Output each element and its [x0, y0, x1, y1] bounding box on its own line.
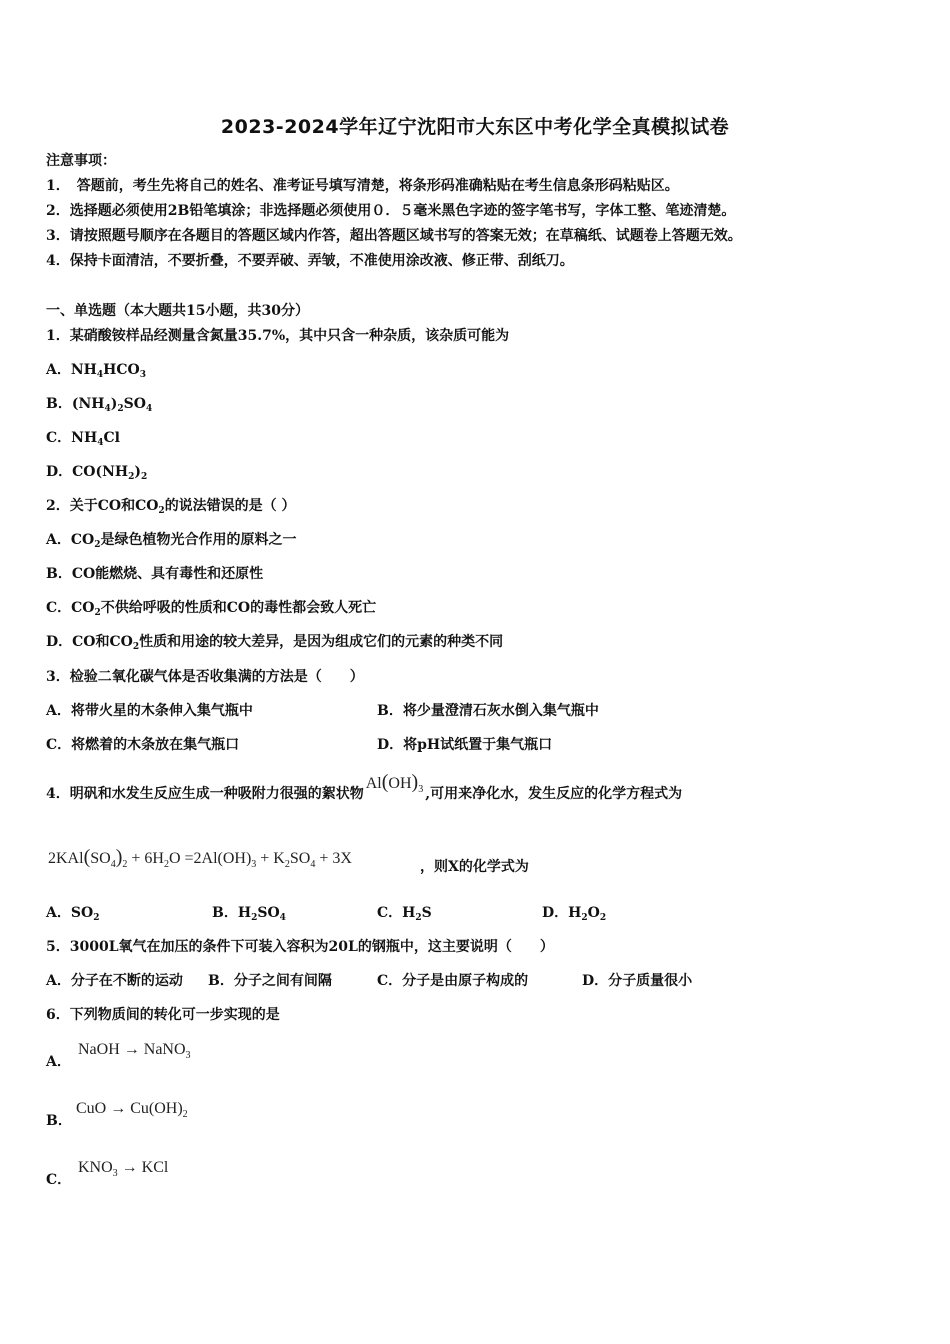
question-6-stem: 6．下列物质间的转化可一步实现的是 — [46, 1007, 280, 1023]
question-1-option-d: D．$CO(NH_2)_2$ — [46, 464, 148, 482]
question-4-equation: $2KAl(SO_4)_2 + 6H_2O =2Al(OH)_3 + K_2SO_4 + 3X$ — [48, 846, 352, 870]
notice-item: 4．保持卡面清洁，不要折叠，不要弄破、弄皱，不准使用涂改液、修正带、刮纸刀。 — [46, 253, 574, 269]
question-3-option-d: D．将pH试纸置于集气瓶口 — [377, 737, 553, 753]
question-5-option-a: A．分子在不断的运动 — [46, 973, 183, 989]
question-6-option-b-formula: CuO → $Cu(OH)_2$ — [76, 1100, 188, 1120]
question-2-option-d: D．CO和$CO_2$性质和用途的较大差异，是因为组成它们的元素的种类不同 — [46, 634, 504, 652]
section-heading: 一、单选题（本大题共15小题，共30分） — [46, 303, 309, 319]
question-1-stem: 1．某硝酸铵样品经测量含氮量35.7%，其中只含一种杂质，该杂质可能为 — [46, 328, 510, 344]
question-2-option-b: B．CO能燃烧、具有毒性和还原性 — [46, 566, 264, 582]
notice-item: 2．选择题必须使用2B铅笔填涂；非选择题必须使用０．５毫米黑色字迹的签字笔书写，字体工整、笔迹清楚。 — [46, 203, 736, 219]
question-4-option-a: A．$SO_2$ — [46, 905, 100, 923]
notice-item: 3．请按照题号顺序在各题目的答题区域内作答，超出答题区域书写的答案无效；在草稿纸、试题卷上答题无效。 — [46, 228, 742, 244]
question-4-option-d: D．$H_2O_2$ — [542, 905, 607, 923]
page-title: 2023-2024学年辽宁沈阳市大东区中考化学全真模拟试卷 — [220, 116, 730, 138]
question-6-option-b-label: B． — [46, 1113, 72, 1129]
question-1-option-c: C．$NH_4Cl$ — [46, 430, 120, 448]
question-4-stem: 4．明矾和水发生反应生成一种吸附力很强的絮状物$Al(OH)_3$ ,可用来净化水，发生反应的化学方程式为 — [46, 771, 683, 802]
question-4-option-b: B．$H_2SO_4$ — [212, 905, 286, 923]
question-6-option-c-label: C． — [46, 1172, 72, 1188]
question-6-option-a-formula: NaOH → NaNO$_3$ — [78, 1041, 191, 1061]
question-4-option-c: C．$H_2S$ — [377, 905, 432, 923]
question-3-option-a: A．将带火星的木条伸入集气瓶中 — [46, 703, 253, 719]
question-2-option-a: A．$CO_2$是绿色植物光合作用的原料之一 — [46, 532, 297, 550]
notice-heading: 注意事项： — [46, 153, 116, 169]
question-6-option-c-formula: $KNO_3$ → KCl — [78, 1159, 169, 1179]
question-5-option-d: D．分子质量很小 — [582, 973, 693, 989]
question-5-stem: 5．3000L氧气在加压的条件下可装入容积为20L的钢瓶中，这主要说明（ ） — [46, 939, 554, 955]
question-4-equation-tail: ，则X的化学式为 — [420, 859, 529, 875]
question-2-stem: 2．关于CO和$CO_2$的说法错误的是（ ） — [46, 498, 296, 516]
question-5-option-b: B．分子之间有间隔 — [208, 973, 332, 989]
question-5-option-c: C．分子是由原子构成的 — [377, 973, 529, 989]
question-3-option-b: B．将少量澄清石灰水倒入集气瓶中 — [377, 703, 599, 719]
notice-item: 1． 答题前，考生先将自己的姓名、准考证号填写清楚，将条形码准确粘贴在考生信息条形码粘贴区。 — [46, 178, 679, 194]
question-1-option-a: A．$NH_4HCO_3$ — [46, 362, 147, 380]
question-1-option-b: B．$(NH_4)_2SO_4$ — [46, 396, 153, 414]
question-6-option-a-label: A． — [46, 1054, 71, 1070]
question-3-option-c: C．将燃着的木条放在集气瓶口 — [46, 737, 240, 753]
question-2-option-c: C．$CO_2$不供给呼吸的性质和CO的毒性都会致人死亡 — [46, 600, 377, 618]
question-3-stem: 3．检验二氧化碳气体是否收集满的方法是（ ） — [46, 669, 364, 685]
